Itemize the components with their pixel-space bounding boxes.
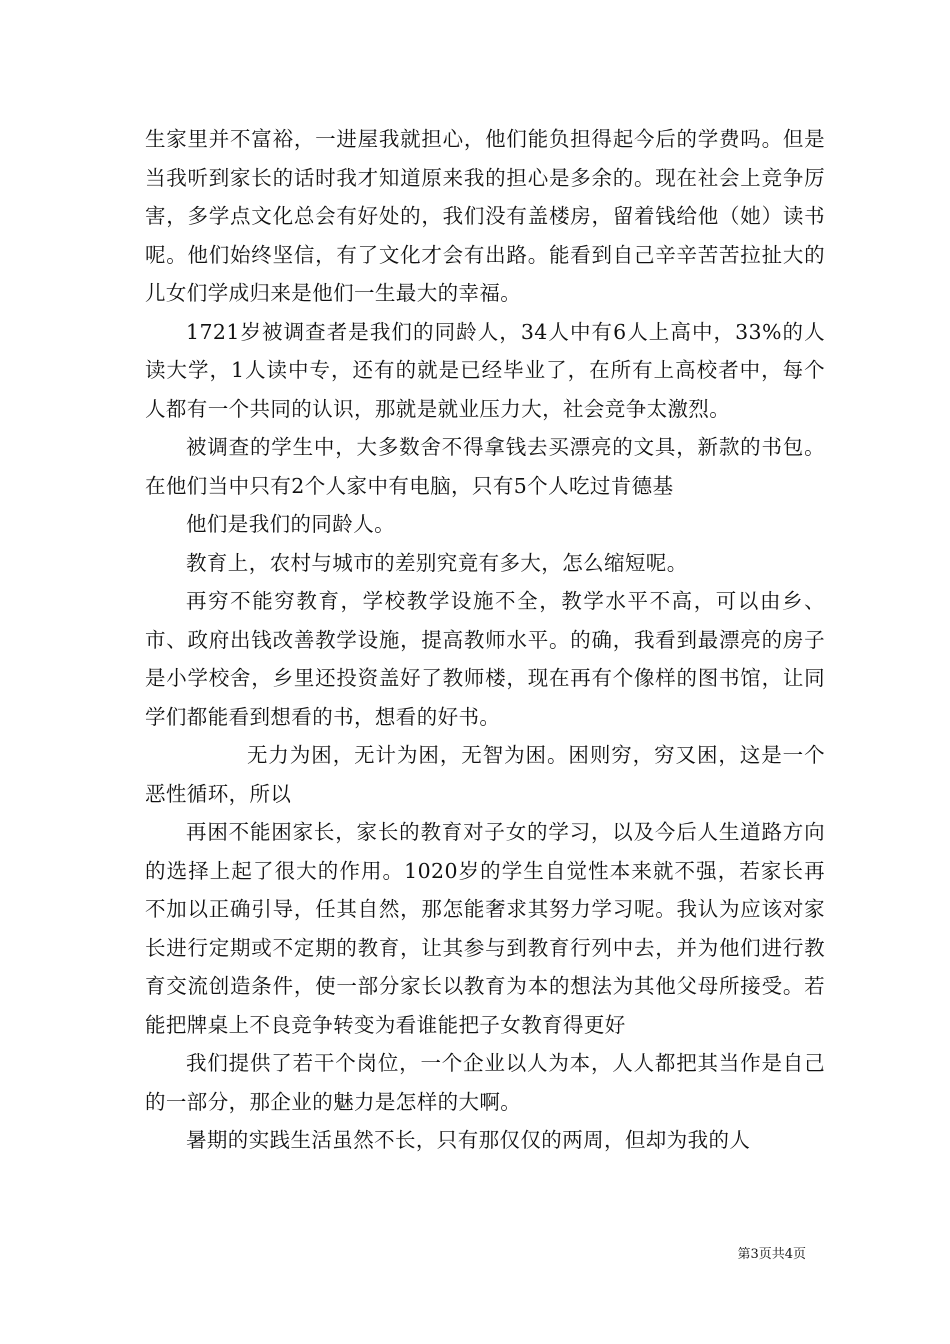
paragraph-peer-survey: 1721岁被调查者是我们的同龄人，34人中有6人上高中，33%的人读大学，1人读中专，还有的就是已经毕业了，在所有上高校者中，每个人都有一个共同的认识，那就是就业压力大，社会竞争太激烈。 — [145, 319, 825, 421]
paragraph-parent-education: 再困不能困家长，家长的教育对子女的学习，以及今后人生道路方向的选择上起了很大的作用。1020岁的学生自觉性本来就不强，若家长再不加以正确引导，任其自然，那怎能奢求其努力学习呢。我认为应该对家长进行定期或不定期的教育，让其参与到教育行列中去，并为他们进行教育交流创造条件，使一部分家长以教育为本的想法为其他父母所接受。若能把牌桌上不良竞争转变为看谁能把子女教育得更好 — [145, 820, 825, 1037]
paragraph-family-tuition: 生家里并不富裕，一进屋我就担心，他们能负担得起今后的学费吗。但是当我听到家长的话时我才知道原来我的担心是多余的。现在社会上竞争厉害，多学点文化总会有好处的，我们没有盖楼房，留着钱给他（她）读书呢。他们始终坚信，有了文化才会有出路。能看到自己辛辛苦苦拉扯大的儿女们学成归来是他们一生最大的幸福。 — [145, 127, 825, 305]
paragraph-enterprise: 我们提供了若干个岗位，一个企业以人为本，人人都把其当作是自己的一部分，那企业的魅力是怎样的大啊。 — [145, 1051, 825, 1114]
paragraph-same-age: 他们是我们的同龄人。 — [186, 512, 395, 536]
paragraph-vicious-cycle: 无力为困，无计为困，无智为困。困则穷，穷又困，这是一个恶性循环，所以 — [145, 743, 825, 806]
paragraph-summer-practice: 暑期的实践生活虽然不长，只有那仅仅的两周，但却为我的人 — [186, 1128, 751, 1152]
paragraph-invest-education: 再穷不能穷教育，学校教学设施不全，教学水平不高，可以由乡、市、政府出钱改善教学设施，提高教师水平。的确，我看到最漂亮的房子是小学校舍，乡里还投资盖好了教师楼，现在再有个像样的图书馆，让同学们都能看到想看的书，想看的好书。 — [145, 589, 825, 729]
paragraph-education-gap: 教育上，农村与城市的差别究竟有多大，怎么缩短呢。 — [186, 550, 688, 575]
document-body — [145, 120, 825, 1160]
page-number: 第3页共4页 — [737, 1247, 806, 1262]
paragraph-students-spending: 被调查的学生中，大多数舍不得拿钱去买漂亮的文具，新款的书包。在他们当中只有2个人家中有电脑，只有5个人吃过肯德基 — [145, 435, 825, 498]
